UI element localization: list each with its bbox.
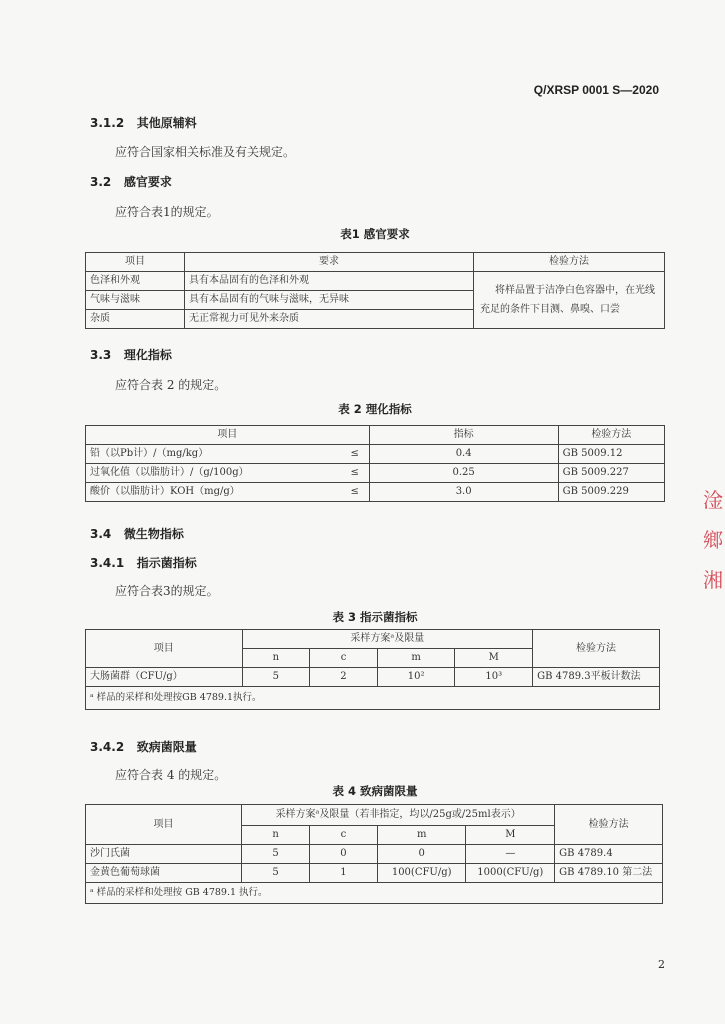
table-cell: 1	[310, 864, 378, 883]
table4-pathogen-limits	[85, 804, 663, 904]
table-header: 采样方案ᵃ及限量（若非指定，均以/25g或/25ml表示）	[242, 805, 555, 826]
section-title: 指示菌指标	[136, 556, 197, 570]
table2-caption: 表 2 理化指标	[338, 402, 412, 416]
table-header: 检验方法	[555, 805, 663, 845]
section-number: 3.4	[90, 527, 112, 541]
table-header: 检验方法	[558, 426, 664, 445]
table-header: 指标	[369, 426, 558, 445]
table-cell: 0.4	[369, 445, 558, 464]
section-number: 3.2	[90, 175, 112, 189]
table-cell: 0.25	[369, 464, 558, 483]
table4-note: ᵃ 样品的采样和处理按 GB 4789.1 执行。	[86, 883, 663, 904]
table3-caption: 表 3 指示菌指标	[332, 610, 418, 624]
table-subheader: n	[242, 826, 310, 845]
table-cell: 大肠菌群（CFU/g）	[86, 668, 243, 687]
table-cell: 10³	[455, 668, 533, 687]
section-3-2-text: 应符合表1的规定。	[115, 205, 219, 219]
section-number: 3.4.1	[90, 556, 125, 570]
section-title: 感官要求	[123, 175, 172, 189]
standard-code: Q/XRSP 0001 S—2020	[533, 83, 659, 97]
section-title: 微生物指标	[123, 527, 184, 541]
table3-note: ᵃ 样品的采样和处理按GB 4789.1执行。	[86, 687, 660, 710]
stamp-char: 淦	[703, 488, 723, 512]
section-3-1-2-heading	[90, 114, 197, 131]
table-cell: 5	[242, 864, 310, 883]
red-stamp-fragment	[703, 480, 725, 600]
section-3-4-1-text: 应符合表3的规定。	[115, 584, 219, 598]
table-header: 检验方法	[474, 253, 665, 272]
table-subheader: m	[377, 649, 455, 668]
section-number: 3.1.2	[90, 116, 125, 130]
table-header: 项目	[86, 426, 370, 445]
table-subheader: M	[466, 826, 555, 845]
section-3-3-heading	[90, 346, 172, 363]
table1-sensory	[85, 252, 665, 329]
table2-physicochemical	[85, 425, 665, 502]
table-cell: 具有本品固有的气味与滋味，无异味	[185, 291, 474, 310]
table-cell: 100(CFU/g)	[377, 864, 466, 883]
table-header: 采样方案ᵃ及限量	[242, 630, 533, 649]
table-cell: —	[466, 845, 555, 864]
table-header: 检验方法	[533, 630, 660, 668]
table-subheader: c	[310, 649, 378, 668]
table-cell: 过氧化值（以脂肪计）/（g/100g）	[86, 464, 341, 483]
section-title: 其他原辅料	[136, 116, 197, 130]
table-cell: 杂质	[86, 310, 185, 329]
table-cell: 色泽和外观	[86, 272, 185, 291]
stamp-char: 湘	[703, 568, 723, 592]
table-cell: 2	[310, 668, 378, 687]
table-cell: GB 4789.3平板计数法	[533, 668, 660, 687]
table-subheader: n	[242, 649, 310, 668]
table-cell-symbol: ≤	[341, 464, 370, 483]
table-cell: 无正常视力可见外来杂质	[185, 310, 474, 329]
table3-indicator-bacteria	[85, 629, 660, 710]
table-cell: GB 4789.10 第二法	[555, 864, 663, 883]
table-cell-method: 将样品置于洁净白色容器中，在光线充足的条件下目测、鼻嗅、口尝	[474, 272, 665, 329]
table-subheader: M	[455, 649, 533, 668]
table1-caption: 表1 感官要求	[340, 227, 410, 241]
table-cell-symbol: ≤	[341, 483, 370, 502]
table-cell: 0	[377, 845, 466, 864]
table-cell: 0	[310, 845, 378, 864]
table-cell: 沙门氏菌	[86, 845, 242, 864]
table-cell: GB 4789.4	[555, 845, 663, 864]
table-cell: 5	[242, 668, 310, 687]
table-subheader: c	[310, 826, 378, 845]
table-header: 要求	[185, 253, 474, 272]
table-cell: 具有本品固有的色泽和外观	[185, 272, 474, 291]
table-cell: 3.0	[369, 483, 558, 502]
section-3-4-heading	[90, 525, 184, 542]
table-cell: 铅（以Pb计）/（mg/kg）	[86, 445, 341, 464]
table-cell: 气味与滋味	[86, 291, 185, 310]
section-title: 致病菌限量	[136, 740, 197, 754]
section-number: 3.3	[90, 348, 112, 362]
section-3-1-2-text: 应符合国家相关标准及有关规定。	[115, 145, 296, 159]
table-cell: GB 5009.229	[558, 483, 664, 502]
table-cell: 金黄色葡萄球菌	[86, 864, 242, 883]
section-3-4-1-heading	[90, 554, 197, 571]
table-cell: 酸价（以脂肪计）KOH（mg/g）	[86, 483, 341, 502]
section-3-4-2-heading	[90, 738, 197, 755]
table-header: 项目	[86, 253, 185, 272]
table-cell: 1000(CFU/g)	[466, 864, 555, 883]
section-number: 3.4.2	[90, 740, 125, 754]
section-3-2-heading	[90, 173, 172, 190]
table-header: 项目	[86, 805, 242, 845]
table-cell: GB 5009.227	[558, 464, 664, 483]
table-subheader: m	[377, 826, 466, 845]
table-header: 项目	[86, 630, 243, 668]
page-number: 2	[658, 958, 665, 971]
section-title: 理化指标	[123, 348, 172, 362]
stamp-char: 鄉	[703, 528, 723, 552]
table-cell: 10²	[377, 668, 455, 687]
table-cell: 5	[242, 845, 310, 864]
section-3-4-2-text: 应符合表 4 的规定。	[115, 768, 227, 782]
section-3-3-text: 应符合表 2 的规定。	[115, 378, 227, 392]
table-cell: GB 5009.12	[558, 445, 664, 464]
table-cell-symbol: ≤	[341, 445, 370, 464]
table4-caption: 表 4 致病菌限量	[332, 784, 418, 798]
